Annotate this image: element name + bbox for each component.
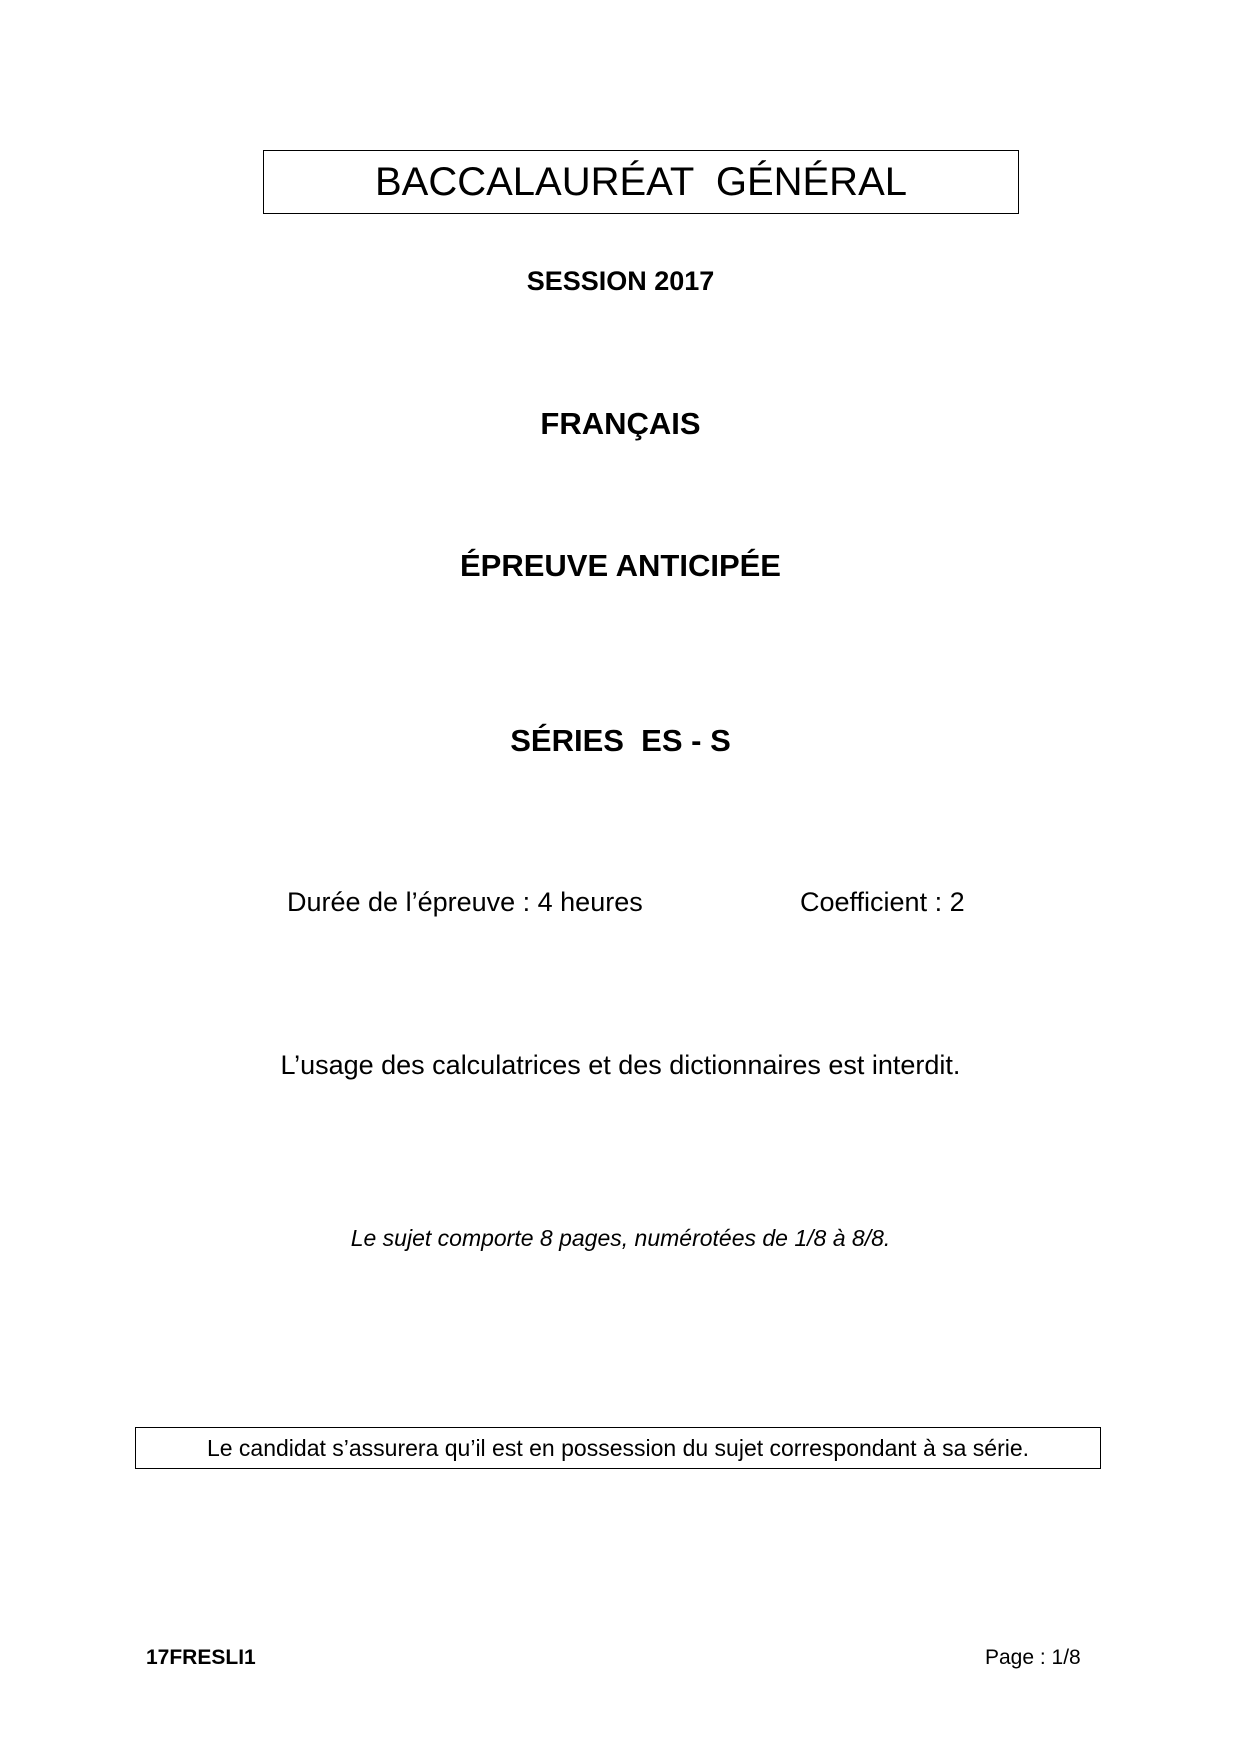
exam-type: ÉPREUVE ANTICIPÉE: [460, 548, 781, 583]
candidate-notice-box: [135, 1427, 1101, 1469]
footer-exam-code: 17FRESLI1: [146, 1646, 256, 1669]
pages-info: Le sujet comporte 8 pages, numérotées de 1/8 à 8/8.: [350, 1225, 891, 1251]
session-year: SESSION 2017: [526, 266, 715, 296]
footer-page-number: Page : 1/8: [985, 1646, 1081, 1669]
usage-rule: L’usage des calculatrices et des dictionnaires est interdit.: [280, 1050, 961, 1080]
exam-title: BACCALAURÉAT GÉNÉRAL: [374, 159, 907, 204]
exam-series: SÉRIES ES - S: [510, 723, 731, 758]
exam-duration: Durée de l’épreuve : 4 heures: [287, 887, 643, 917]
candidate-notice: Le candidat s’assurera qu’il est en possession du sujet correspondant à sa série.: [206, 1434, 1030, 1461]
exam-coefficient: Coefficient : 2: [800, 887, 965, 917]
exam-title-box: [263, 150, 1019, 214]
exam-subject: FRANÇAIS: [540, 406, 701, 441]
